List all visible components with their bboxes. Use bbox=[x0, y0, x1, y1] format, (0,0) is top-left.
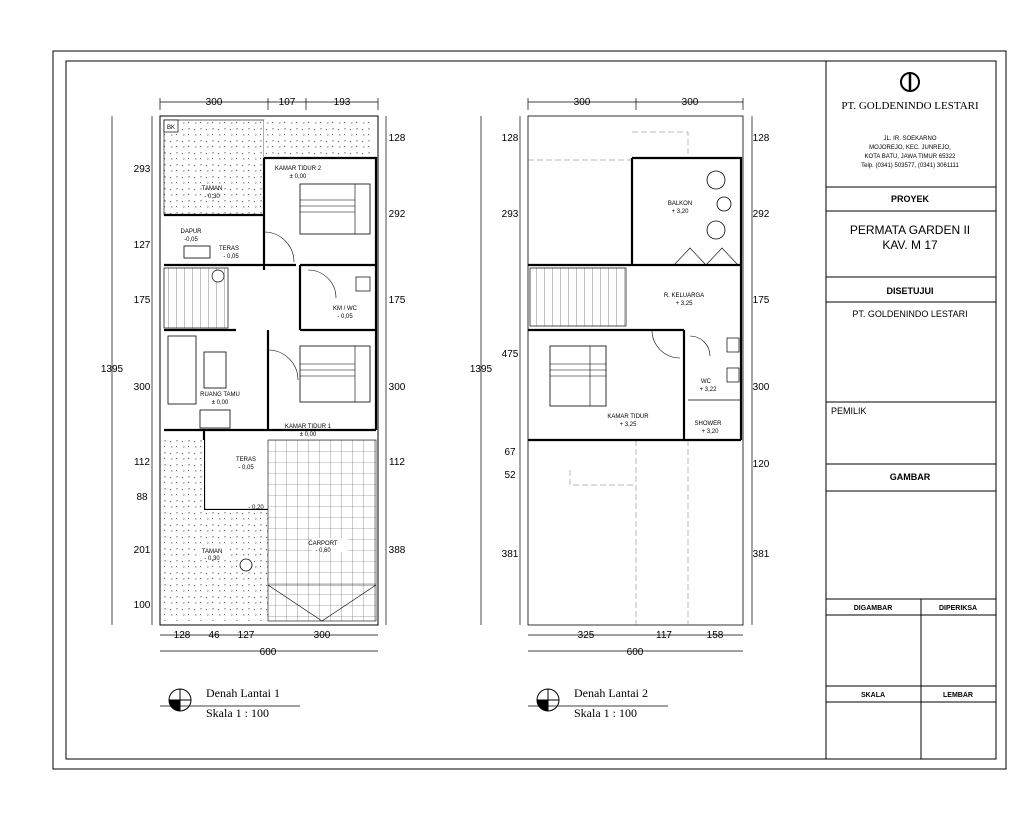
top-dim-2: 300 bbox=[681, 97, 699, 108]
title-block bbox=[826, 72, 996, 759]
step-level: - 0,20 bbox=[248, 505, 264, 511]
garden-top bbox=[164, 120, 264, 215]
left-dim-1: 293 bbox=[133, 164, 151, 175]
address-line-4: Telp. (0341) 503577, (0341) 3061111 bbox=[861, 163, 959, 169]
svg-text:- 0,30: - 0,30 bbox=[204, 556, 220, 562]
left-dim-8: 100 bbox=[133, 600, 151, 611]
stairs-2 bbox=[530, 268, 626, 326]
bed-1 bbox=[300, 346, 370, 402]
bottom-dim-1: 325 bbox=[577, 630, 595, 641]
left-dim-4: 67 bbox=[504, 447, 516, 458]
overall-height-dim: 1395 bbox=[469, 364, 493, 375]
toilet-1 bbox=[356, 277, 370, 291]
left-dim-5: 112 bbox=[134, 457, 150, 468]
gambar-label: GAMBAR bbox=[889, 472, 931, 482]
teras-small-label: TERAS bbox=[218, 246, 240, 252]
right-dim-5: 112 bbox=[389, 457, 405, 468]
disetujui-label: DISETUJUI bbox=[886, 286, 934, 296]
svg-text:-0,05: -0,05 bbox=[184, 237, 198, 243]
svg-text:- 0,05: - 0,05 bbox=[337, 314, 353, 320]
left-dim-4: 300 bbox=[133, 382, 151, 393]
diperiksa-label: DIPERIKSA bbox=[938, 605, 978, 612]
wc-label: WC bbox=[701, 379, 711, 385]
svg-text:± 0,00: ± 0,00 bbox=[289, 174, 307, 180]
svg-text:+ 3,20: + 3,20 bbox=[671, 209, 689, 215]
svg-text:+ 3,22: + 3,22 bbox=[699, 387, 717, 393]
taman-top-label: TAMAN bbox=[201, 186, 223, 192]
svg-text:+ 3,25: + 3,25 bbox=[619, 422, 637, 428]
total-width-dim: 600 bbox=[626, 647, 644, 658]
right-dim-2: 292 bbox=[752, 209, 770, 220]
kamar-tidur-2-label: KAMAR TIDUR 2 bbox=[274, 166, 322, 172]
svg-text:- 0,30: - 0,30 bbox=[204, 194, 220, 200]
r-keluarga-label: R. KELUARGA bbox=[663, 293, 705, 299]
plan-1-caption: Denah Lantai 1 bbox=[206, 686, 280, 700]
bottom-dim-2: 117 bbox=[656, 630, 672, 641]
top-dim-1: 300 bbox=[573, 97, 591, 108]
sofa bbox=[168, 336, 196, 404]
skala-label: SKALA bbox=[860, 692, 886, 699]
garden-bottom bbox=[201, 510, 268, 621]
pemilik-label: PEMILIK bbox=[831, 406, 867, 416]
right-dim-1: 128 bbox=[752, 133, 770, 144]
proyek-name-2: KAV. M 17 bbox=[882, 238, 938, 252]
ruang-tamu-label: RUANG TAMU bbox=[200, 392, 240, 398]
left-dim-2: 127 bbox=[133, 240, 151, 251]
disetujui-value: PT. GOLDENINDO LESTARI bbox=[852, 309, 968, 319]
shower-label: SHOWER bbox=[694, 421, 722, 427]
proyek-name-1: PERMATA GARDEN II bbox=[849, 223, 971, 237]
kamar-tidur-label: KAMAR TIDUR bbox=[607, 414, 649, 420]
balcony-chair-2 bbox=[707, 221, 725, 239]
left-dim-2: 293 bbox=[501, 209, 519, 220]
company-name: PT. GOLDENINDO LESTARI bbox=[841, 100, 979, 112]
overall-height-dim: 1395 bbox=[100, 364, 124, 375]
carport-floor bbox=[268, 440, 376, 621]
right-dim-5: 120 bbox=[752, 459, 770, 470]
right-dim-1: 128 bbox=[388, 133, 406, 144]
toilet-2 bbox=[727, 368, 739, 382]
left-dim-6: 88 bbox=[136, 492, 148, 503]
bottom-dim-4: 300 bbox=[313, 630, 331, 641]
bottom-dim-3: 127 bbox=[237, 630, 255, 641]
address-line-3: KOTA BATU, JAWA TIMUR 65322 bbox=[864, 154, 956, 160]
plan-2-caption: Denah Lantai 2 bbox=[574, 686, 648, 700]
teras-label: TERAS bbox=[235, 457, 257, 463]
bk-label: BK bbox=[166, 125, 176, 131]
bottom-dim-1: 128 bbox=[173, 630, 191, 641]
top-dim-3: 193 bbox=[333, 97, 351, 108]
proyek-label: PROYEK bbox=[890, 194, 930, 204]
svg-text:- 0,60: - 0,60 bbox=[315, 548, 331, 554]
svg-text:- 0,05: - 0,05 bbox=[238, 465, 254, 471]
right-dim-4: 300 bbox=[388, 382, 406, 393]
top-dim-2: 107 bbox=[278, 97, 296, 108]
svg-text:± 0,00: ± 0,00 bbox=[299, 432, 317, 438]
digambar-label: DIGAMBAR bbox=[853, 605, 893, 612]
plan-2-scale: Skala 1 : 100 bbox=[574, 706, 637, 720]
balcony-chair-1 bbox=[707, 171, 725, 189]
wc-sink bbox=[727, 338, 739, 352]
taman-bottom-label: TAMAN bbox=[201, 549, 223, 555]
top-dim-1: 300 bbox=[205, 97, 223, 108]
kmwc-label: KM / WC bbox=[333, 306, 357, 312]
coffee-table bbox=[204, 352, 226, 388]
svg-text:+ 3,20: + 3,20 bbox=[701, 429, 719, 435]
bottom-dim-2: 46 bbox=[208, 630, 220, 641]
right-dim-4: 300 bbox=[752, 382, 770, 393]
address-line-2: MOJOREJO, KEC. JUNREJO, bbox=[869, 145, 951, 151]
right-dim-6: 388 bbox=[388, 545, 406, 556]
dapur-label: DAPUR bbox=[180, 229, 202, 235]
left-dim-3: 175 bbox=[133, 295, 151, 306]
right-dim-3: 175 bbox=[752, 295, 770, 306]
svg-text:± 0,00: ± 0,00 bbox=[211, 400, 229, 406]
address-line-1: JL. IR. SOEKARNO bbox=[883, 136, 937, 142]
left-dim-6: 381 bbox=[501, 549, 519, 560]
right-dim-2: 292 bbox=[388, 209, 406, 220]
left-dim-7: 201 bbox=[133, 545, 151, 556]
total-width-dim: 600 bbox=[259, 647, 277, 658]
balkon-label: BALKON bbox=[667, 201, 693, 207]
right-dim-6: 381 bbox=[752, 549, 770, 560]
kamar-tidur-1-label: KAMAR TIDUR 1 bbox=[284, 424, 332, 430]
floor-plan-1 bbox=[101, 97, 406, 720]
left-dim-5: 52 bbox=[504, 470, 516, 481]
right-dim-3: 175 bbox=[388, 295, 406, 306]
bottom-dim-3: 158 bbox=[706, 630, 724, 641]
lembar-label: LEMBAR bbox=[943, 692, 973, 699]
bed-2 bbox=[300, 184, 370, 234]
svg-text:+ 3,25: + 3,25 bbox=[675, 301, 693, 307]
balcony-table bbox=[717, 197, 731, 211]
plan-1-scale: Skala 1 : 100 bbox=[206, 706, 269, 720]
carport-label: CARPORT bbox=[308, 541, 338, 547]
kitchen-sink bbox=[184, 246, 210, 258]
svg-text:- 0,05: - 0,05 bbox=[223, 254, 239, 260]
left-dim-1: 128 bbox=[501, 133, 519, 144]
floor-plan-2 bbox=[470, 97, 770, 720]
left-dim-3: 475 bbox=[501, 349, 519, 360]
